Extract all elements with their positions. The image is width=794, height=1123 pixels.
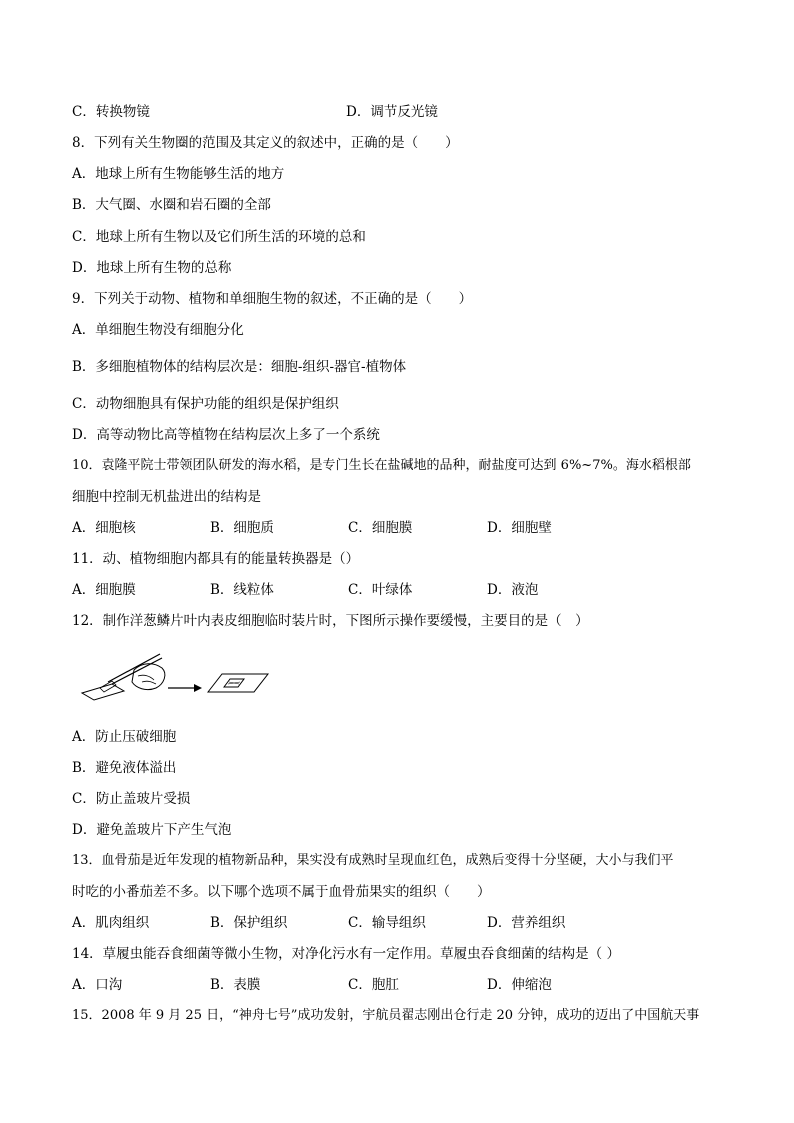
q11-option-a: A．细胞膜 xyxy=(72,582,136,598)
q7-option-d: D．调节反光镜 xyxy=(346,104,438,120)
q8-option-c: C．地球上所有生物以及它们所生活的环境的总和 xyxy=(72,229,366,245)
q11-option-b: B．线粒体 xyxy=(210,582,274,598)
q8-option-b: B．大气圈、水圈和岩石圈的全部 xyxy=(72,197,271,213)
q11-stem: 11．动、植物细胞内都具有的能量转换器是（） xyxy=(72,551,360,567)
q14-stem: 14．草履虫能吞食细菌等微小生物，对净化污水有一定作用。草履虫吞食细菌的结构是（ ） xyxy=(72,946,620,962)
q7-option-c: C．转换物镜 xyxy=(72,104,150,120)
q10-option-d: D．细胞壁 xyxy=(487,520,552,536)
q10-option-c: C．细胞膜 xyxy=(348,520,413,536)
q14-option-a: A．口沟 xyxy=(72,977,123,993)
q14-option-d: D．伸缩泡 xyxy=(487,977,552,993)
cover-slip-operation-figure xyxy=(72,648,272,708)
q13-stem-line2: 时吃的小番茄差不多。以下哪个选项不属于血骨茄果实的组织（ ） xyxy=(72,884,491,900)
q9-option-d: D．高等动物比高等植物在结构层次上多了一个系统 xyxy=(72,427,380,443)
q13-option-d: D．营养组织 xyxy=(487,915,566,931)
q15-stem-line1: 15．2008 年 9 月 25 日，“神舟七号”成功发射，宇航员翟志刚出仓行走 20 分钟，成功的迈出了中国航天事 xyxy=(72,1008,700,1023)
q12-option-d: D．避免盖玻片下产生气泡 xyxy=(72,822,232,838)
q9-option-a: A．单细胞生物没有细胞分化 xyxy=(72,322,244,338)
q14-option-b: B．表膜 xyxy=(210,977,261,993)
q8-option-a: A．地球上所有生物能够生活的地方 xyxy=(72,166,285,182)
q13-option-a: A．肌肉组织 xyxy=(72,915,150,931)
q13-option-b: B．保护组织 xyxy=(210,915,288,931)
q11-option-d: D．液泡 xyxy=(487,582,539,598)
q13-stem-line1: 13．血骨茄是近年发现的植物新品种，果实没有成熟时呈现血红色，成熟后变得十分坚硬，大小与我们平 xyxy=(72,853,674,868)
q12-option-a: A．防止压破细胞 xyxy=(72,729,177,745)
q10-option-b: B．细胞质 xyxy=(210,520,274,536)
q9-stem: 9．下列关于动物、植物和单细胞生物的叙述，不正确的是（ ） xyxy=(72,291,473,307)
q12-stem: 12．制作洋葱鳞片叶内表皮细胞临时装片时，下图所示操作要缓慢，主要目的是（ ） xyxy=(72,613,589,629)
q9-option-c: C．动物细胞具有保护功能的组织是保护组织 xyxy=(72,396,339,412)
q8-option-d: D．地球上所有生物的总称 xyxy=(72,260,232,276)
q9-option-b: B．多细胞植物体的结构层次是：细胞-组织-器官-植物体 xyxy=(72,359,407,375)
q10-stem-line1: 10．袁隆平院士带领团队研发的海水稻，是专门生长在盐碱地的品种，耐盐度可达到 6%~7%。海水稻根部 xyxy=(72,458,691,473)
q14-option-c: C．胞肛 xyxy=(348,977,399,993)
q8-stem: 8．下列有关生物圈的范围及其定义的叙述中，正确的是（ ） xyxy=(72,135,459,151)
q10-option-a: A．细胞核 xyxy=(72,520,136,536)
q12-option-b: B．避免液体溢出 xyxy=(72,760,177,776)
q13-option-c: C．输导组织 xyxy=(348,915,426,931)
q10-stem-line2: 细胞中控制无机盐进出的结构是 xyxy=(72,489,261,505)
q12-option-c: C．防止盖玻片受损 xyxy=(72,791,191,807)
q11-option-c: C．叶绿体 xyxy=(348,582,413,598)
